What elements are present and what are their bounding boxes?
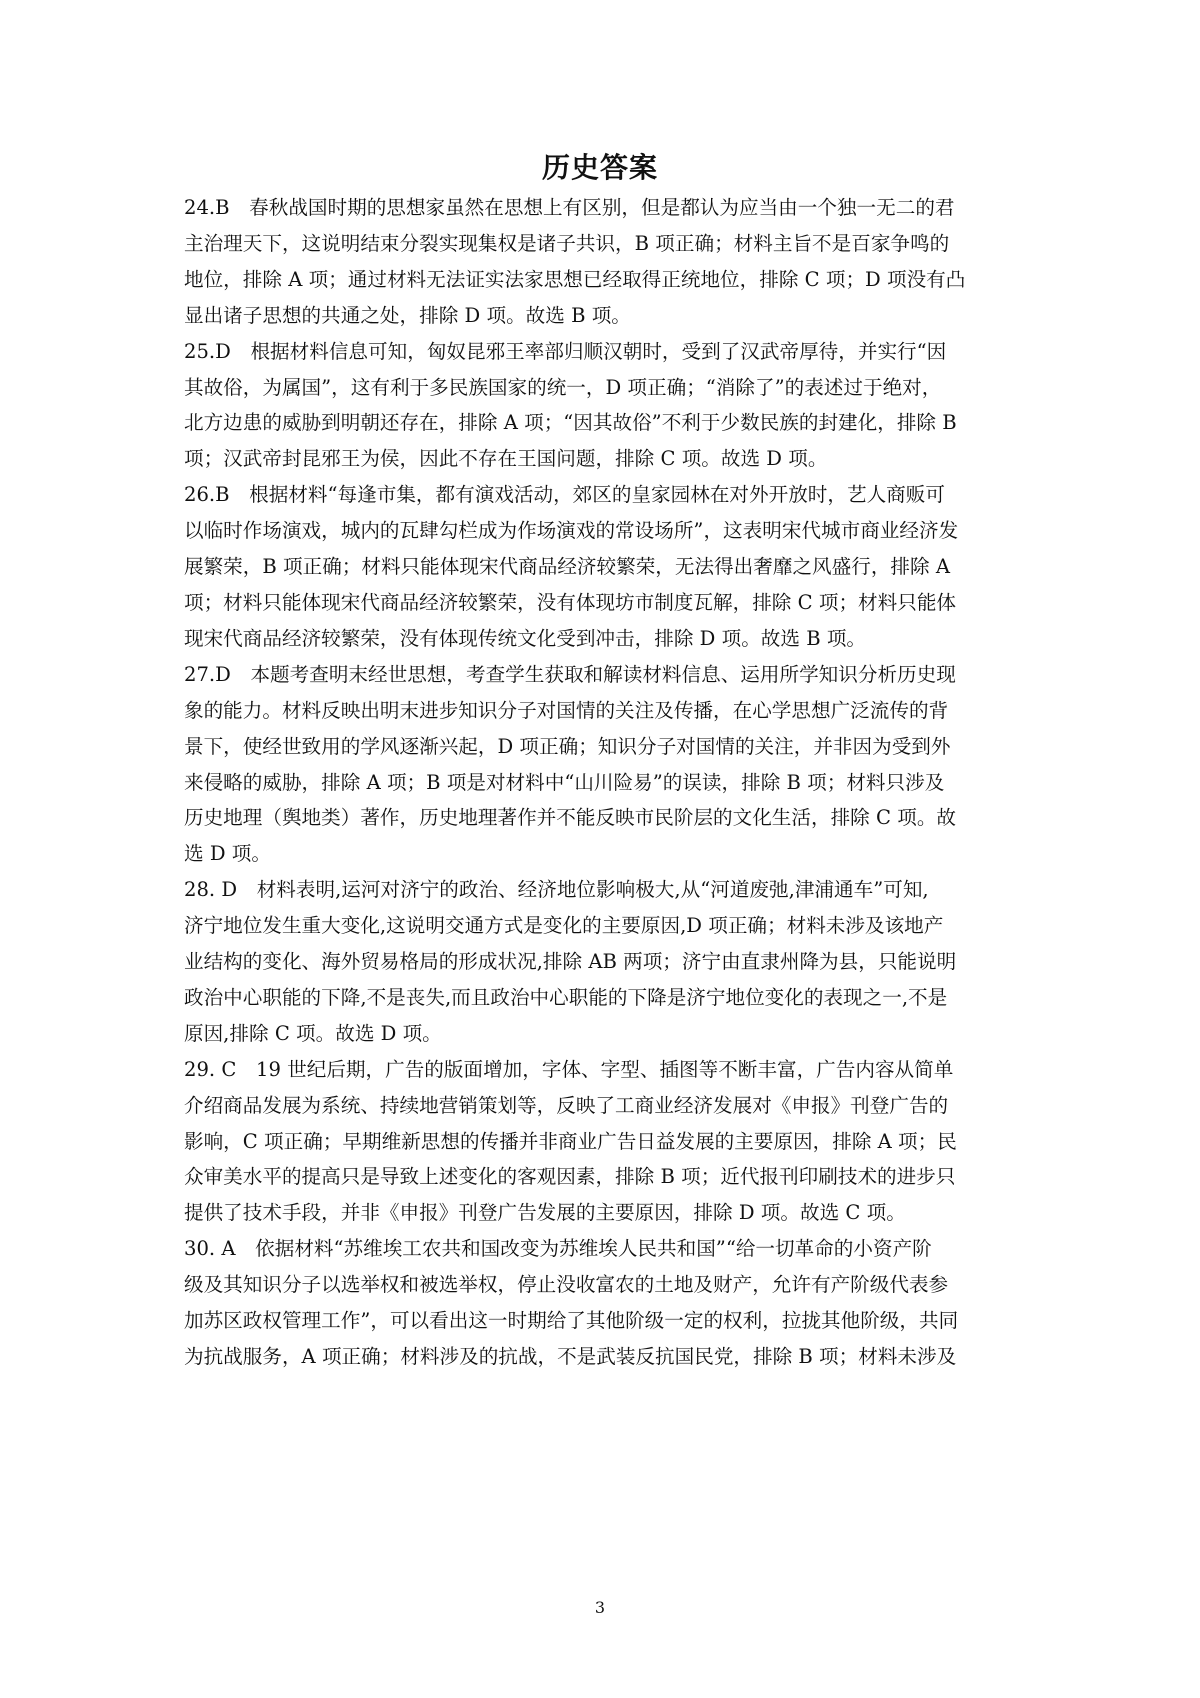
answer-26	[184, 477, 1030, 657]
answer-line: 27.D 本题考查明末经世思想，考查学生获取和解读材料信息、运用所学知识分析历史现	[184, 662, 956, 686]
answer-line: 24.B 春秋战国时期的思想家虽然在思想上有区别，但是都认为应当由一个独一无二的君	[184, 196, 955, 219]
answer-line: 提供了技术手段，并非《申报》刊登广告发展的主要原因，排除 D 项。故选 C 项。	[184, 1201, 906, 1225]
answer-line: 30. A 依据材料“苏维埃工农共和国改变为苏维埃人民共和国”“给一切革命的小资产阶	[184, 1237, 932, 1261]
answer-line: 25.D 根据材料信息可知，匈奴昆邪王率部归顺汉朝时，受到了汉武帝厚待，并实行“因	[184, 339, 947, 363]
answer-line: 众审美水平的提高只是导致上述变化的客观因素，排除 B 项；近代报刊印刷技术的进步只	[184, 1165, 956, 1189]
page-number: 3	[594, 1598, 606, 1617]
answer-line: 其故俗，为属国”，这有利于多民族国家的统一，D 项正确；“消除了”的表述过于绝对，	[184, 375, 942, 399]
answer-27	[184, 657, 1030, 872]
answer-line: 显出诸子思想的共通之处，排除 D 项。故选 B 项。	[184, 303, 631, 327]
answer-list	[184, 190, 1030, 1375]
page-title: 历史答案	[541, 151, 658, 184]
answer-line: 业结构的变化、海外贸易格局的形成状况,排除 AB 两项；济宁由直隶州降为县，只能说明	[184, 950, 957, 974]
answer-line: 北方边患的威胁到明朝还存在，排除 A 项；“因其故俗”不利于少数民族的封建化，排除 B	[184, 411, 957, 435]
answer-28	[184, 872, 1030, 1052]
answer-24	[184, 190, 1030, 334]
answer-line: 级及其知识分子以选举权和被选举权，停止没收富农的土地及财产，允许有产阶级代表参	[184, 1273, 949, 1297]
answer-25	[184, 334, 1030, 478]
answer-line: 影响，C 项正确；早期维新思想的传播并非商业广告日益发展的主要原因，排除 A 项；民	[184, 1129, 957, 1153]
answer-line: 来侵略的威胁，排除 A 项；B 项是对材料中“山川险易”的误读，排除 B 项；材料只涉及	[184, 770, 945, 794]
answer-line: 项；汉武帝封昆邪王为侯，因此不存在王国问题，排除 C 项。故选 D 项。	[184, 447, 828, 471]
answer-line: 加苏区政权管理工作”，可以看出这一时期给了其他阶级一定的权利，拉拢其他阶级，共同	[184, 1309, 959, 1333]
answer-line: 济宁地位发生重大变化,这说明交通方式是变化的主要原因,D 项正确；材料未涉及该地产	[184, 914, 944, 938]
answer-line: 29. C 19 世纪后期，广告的版面增加，字体、字型、插图等不断丰富，广告内容从简单	[184, 1057, 954, 1081]
answer-line: 主治理天下，这说明结束分裂实现集权是诸子共识，B 项正确；材料主旨不是百家争鸣的	[184, 231, 950, 255]
answer-line: 介绍商品发展为系统、持续地营销策划等，反映了工商业经济发展对《申报》刊登广告的	[184, 1093, 949, 1117]
answer-line: 28. D 材料表明,运河对济宁的政治、经济地位影响极大,从“河道废弛,津浦通车”可知,	[184, 878, 929, 902]
answer-line: 原因,排除 C 项。故选 D 项。	[184, 1021, 442, 1045]
answer-29	[184, 1052, 1030, 1232]
answer-line: 现宋代商品经济较繁荣，没有体现传统文化受到冲击，排除 D 项。故选 B 项。	[184, 626, 867, 650]
answer-line: 景下，使经世致用的学风逐渐兴起，D 项正确；知识分子对国情的关注，并非因为受到外	[184, 734, 951, 758]
answer-line: 展繁荣，B 项正确；材料只能体现宋代商品经济较繁荣，无法得出奢靡之风盛行，排除 A	[184, 555, 950, 579]
answer-line: 地位，排除 A 项；通过材料无法证实法家思想已经取得正统地位，排除 C 项；D 项没有凸	[184, 267, 966, 291]
answer-line: 以临时作场演戏，城内的瓦肆勾栏成为作场演戏的常设场所”，这表明宋代城市商业经济发	[184, 519, 959, 543]
answer-line: 历史地理（舆地类）著作，历史地理著作并不能反映市民阶层的文化生活，排除 C 项。故	[184, 806, 957, 830]
answer-line: 26.B 根据材料“每逢市集，都有演戏活动，郊区的皇家园林在对外开放时，艺人商贩可	[184, 483, 945, 507]
answer-line: 为抗战服务，A 项正确；材料涉及的抗战，不是武装反抗国民党，排除 B 项；材料未涉及	[184, 1345, 957, 1368]
answer-line: 项；材料只能体现宋代商品经济较繁荣，没有体现坊市制度瓦解，排除 C 项；材料只能体	[184, 590, 957, 614]
answer-line: 政治中心职能的下降,不是丧失,而且政治中心职能的下降是济宁地位变化的表现之一,不是	[184, 985, 948, 1009]
answer-line: 象的能力。材料反映出明末进步知识分子对国情的关注及传播，在心学思想广泛流传的背	[184, 698, 949, 722]
answer-line: 选 D 项。	[184, 842, 271, 866]
answer-30	[184, 1231, 1030, 1375]
